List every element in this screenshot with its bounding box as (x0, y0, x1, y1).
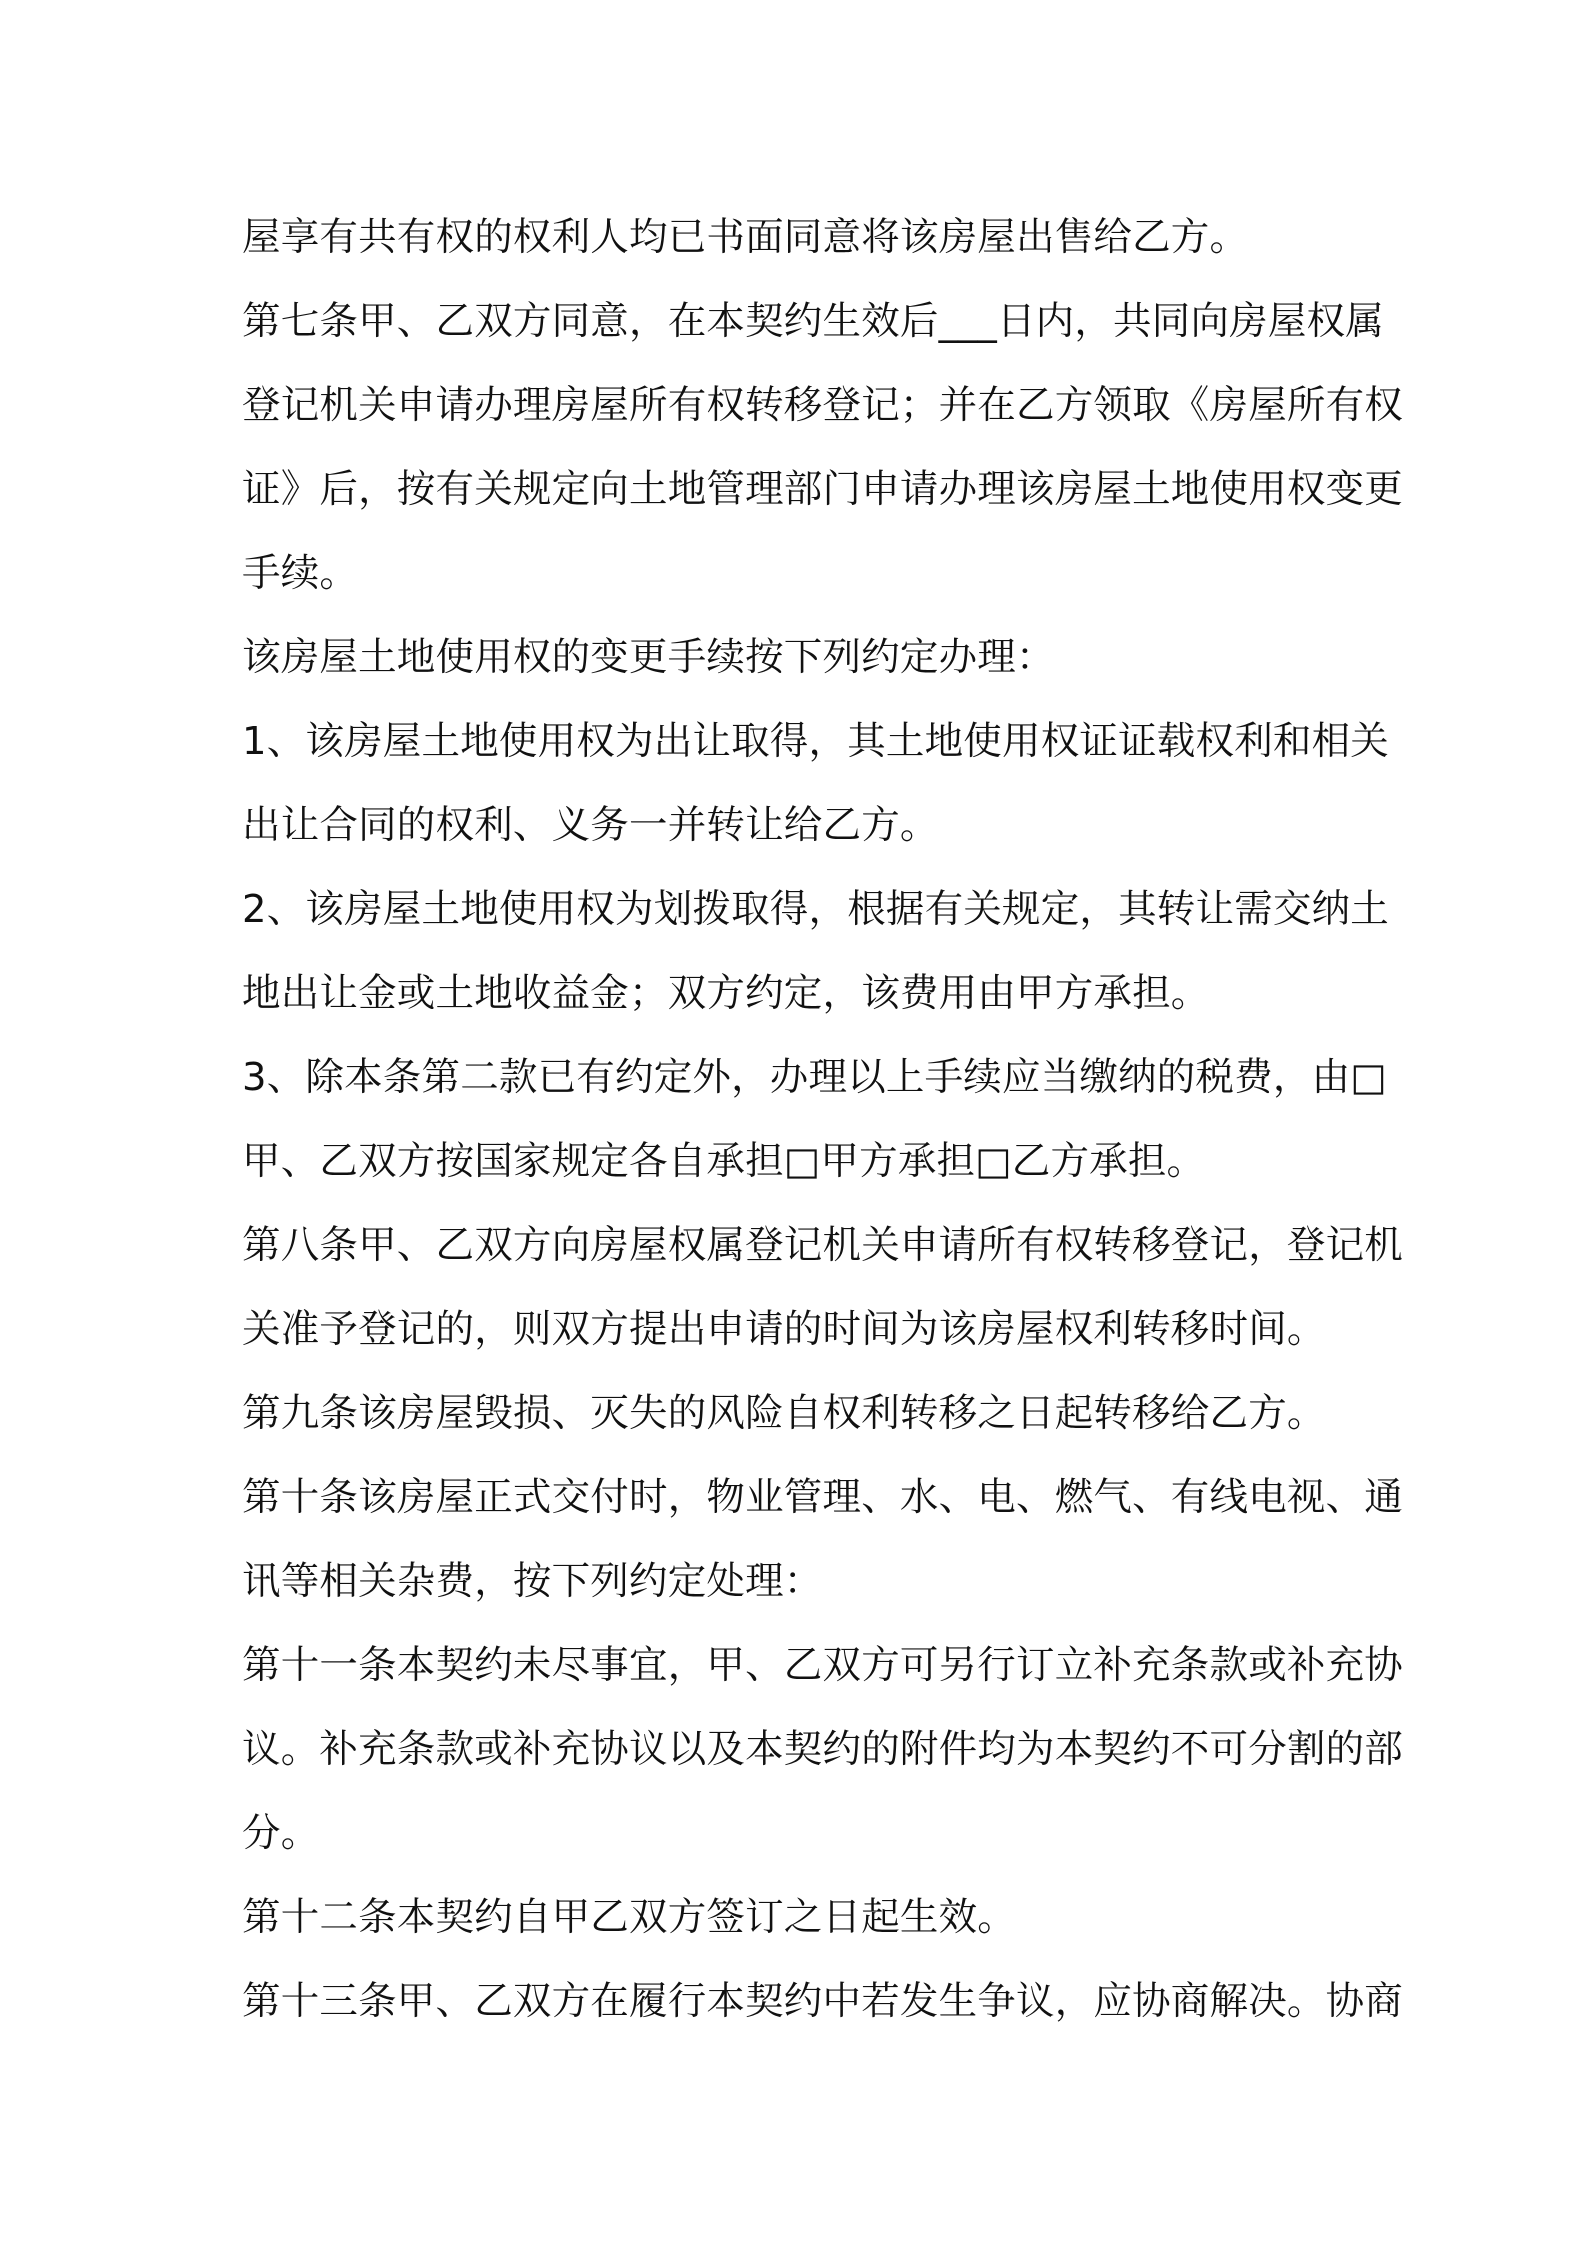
text-line: 地出让金或土地收益金；双方约定，该费用由甲方承担。 (242, 971, 1210, 1016)
text-line: 第十一条本契约未尽事宜，甲、乙双方可另行订立补充条款或补充协 (242, 1643, 1404, 1688)
text-line: 第十三条甲、乙双方在履行本契约中若发生争议，应协商解决。协商 (242, 1979, 1404, 2024)
text-line: 第七条甲、乙双方同意，在本契约生效后___日内，共同向房屋权属 (242, 299, 1384, 344)
text-line: 3、除本条第二款已有约定外，办理以上手续应当缴纳的税费，由□ (242, 1055, 1387, 1100)
text-line: 证》后，按有关规定向土地管理部门申请办理该房屋土地使用权变更 (242, 467, 1404, 512)
document-body (242, 196, 1404, 2044)
text-line: 登记机关申请办理房屋所有权转移登记；并在乙方领取《房屋所有权 (242, 383, 1404, 428)
text-line: 1、该房屋土地使用权为出让取得，其土地使用权证证载权利和相关 (242, 719, 1389, 764)
text-line: 甲、乙双方按国家规定各自承担□甲方承担□乙方承担。 (242, 1139, 1206, 1184)
text-line: 议。补充条款或补充协议以及本契约的附件均为本契约不可分割的部 (242, 1727, 1404, 1772)
text-line: 讯等相关杂费，按下列约定处理： (242, 1559, 823, 1604)
text-line: 关准予登记的，则双方提出申请的时间为该房屋权利转移时间。 (242, 1307, 1326, 1352)
text-line: 手续。 (242, 551, 359, 596)
text-line: 2、该房屋土地使用权为划拨取得，根据有关规定，其转让需交纳土 (242, 887, 1389, 932)
text-line: 第十条该房屋正式交付时，物业管理、水、电、燃气、有线电视、通 (242, 1475, 1404, 1520)
text-line: 第八条甲、乙双方向房屋权属登记机关申请所有权转移登记，登记机 (242, 1223, 1404, 1268)
text-line: 分。 (242, 1811, 320, 1856)
text-line: 出让合同的权利、义务一并转让给乙方。 (242, 803, 939, 848)
text-line: 该房屋土地使用权的变更手续按下列约定办理： (242, 635, 1055, 680)
text-line: 屋享有共有权的权利人均已书面同意将该房屋出售给乙方。 (242, 215, 1249, 260)
text-line: 第十二条本契约自甲乙双方签订之日起生效。 (242, 1895, 1017, 1940)
text-line: 第九条该房屋毁损、灭失的风险自权利转移之日起转移给乙方。 (242, 1391, 1326, 1436)
